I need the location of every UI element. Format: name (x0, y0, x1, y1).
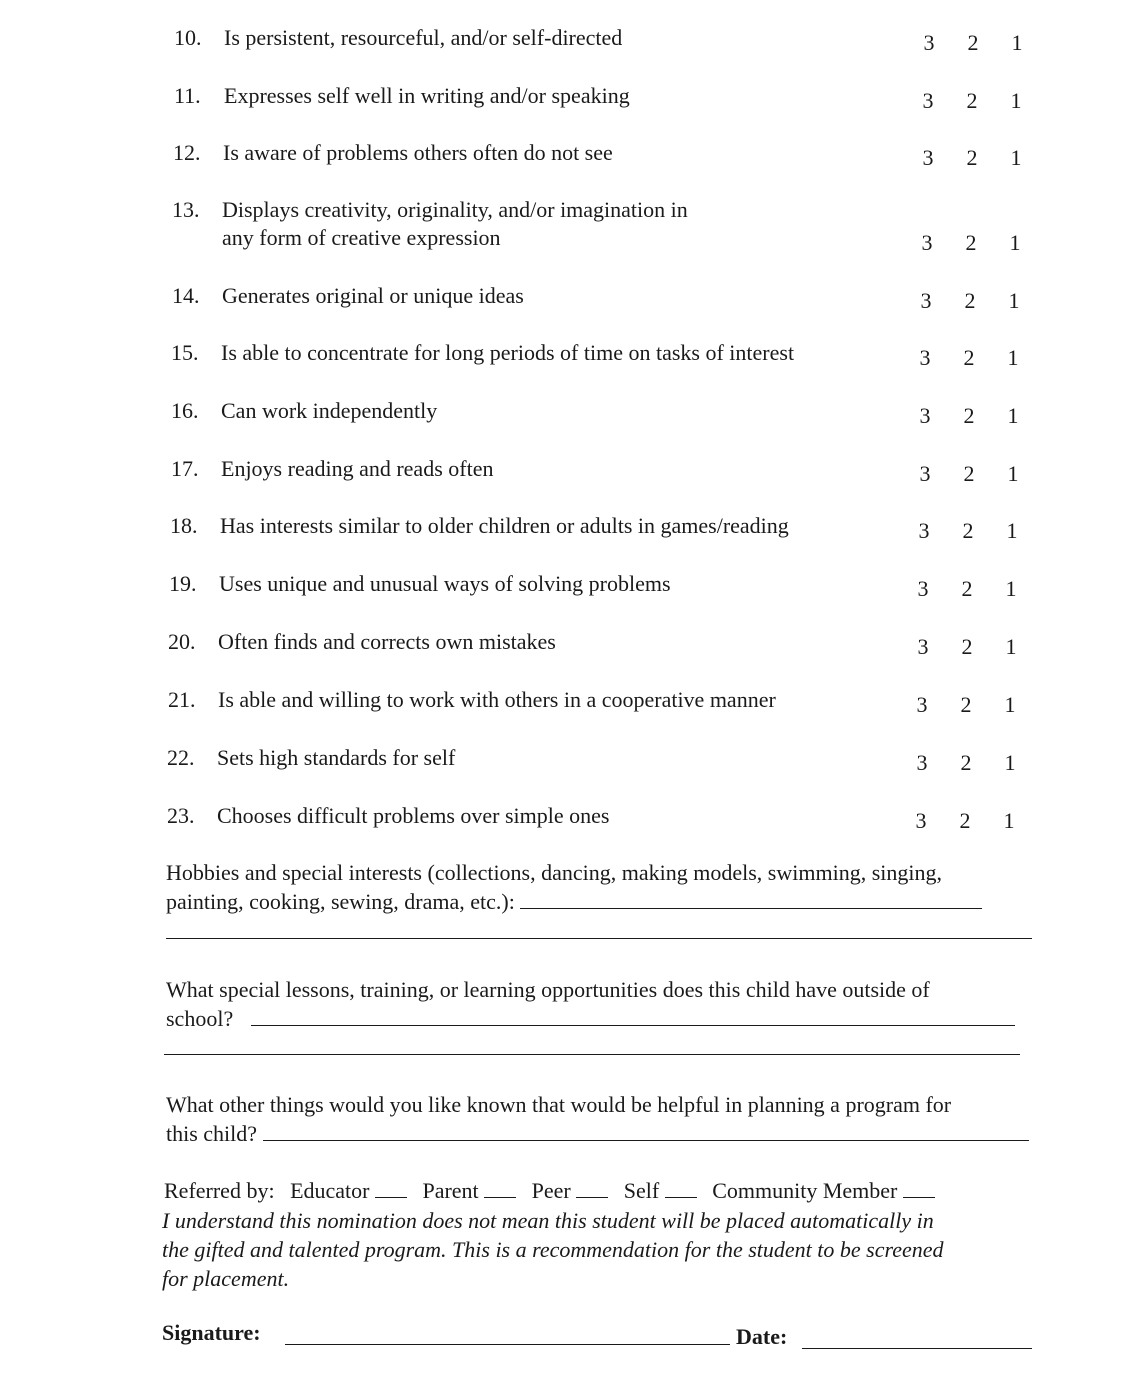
rating-option-3[interactable]: 3 (920, 288, 932, 313)
rating-item-text-line1: Is persistent, resourceful, and/or self-directed (224, 25, 623, 50)
rating-scale (913, 634, 1023, 662)
rating-item-text (224, 82, 904, 110)
rating-scale (912, 750, 1022, 778)
rating-scale (917, 230, 1027, 258)
rating-item-text (223, 139, 903, 167)
disclaimer-line3: for placement. (162, 1266, 290, 1291)
rating-item-text-line1: Is able to concentrate for long periods of time on tasks of interest (221, 340, 795, 365)
rating-item-number: 12. (173, 140, 201, 165)
rating-item-text-line1: Is able and willing to work with others in a cooperative manner (218, 687, 776, 712)
hobbies-question-line2 (166, 887, 1056, 916)
referral-parent-blank[interactable] (484, 1179, 516, 1198)
rating-item-text-line1: Expresses self well in writing and/or speaking (224, 83, 630, 108)
rating-option-2[interactable]: 2 (960, 692, 972, 717)
lessons-question-line1: What special lessons, training, or learning opportunities does this child have outside of (166, 977, 930, 1002)
rating-item-number: 13. (172, 197, 200, 222)
rating-item-text-line1: Can work independently (221, 398, 438, 423)
hobbies-answer-blank[interactable] (520, 890, 982, 909)
referral-self-blank[interactable] (665, 1179, 697, 1198)
rating-option-3[interactable]: 3 (923, 30, 935, 55)
other-info-question-line2 (166, 1119, 1056, 1148)
rating-option-3[interactable]: 3 (917, 634, 929, 659)
rating-option-2[interactable]: 2 (961, 576, 973, 601)
rating-option-1[interactable]: 1 (1004, 692, 1016, 717)
rating-item-text (222, 282, 902, 310)
rating-option-2[interactable]: 2 (962, 518, 974, 543)
rating-item-number: 16. (171, 398, 199, 423)
rating-item-text (219, 570, 899, 598)
rating-item-text-line1: Uses unique and unusual ways of solving problems (219, 571, 671, 596)
rating-item-text-line1: Often finds and corrects own mistakes (218, 629, 556, 654)
rating-item-text (221, 339, 901, 367)
rating-scale (914, 518, 1024, 546)
rating-option-1[interactable]: 1 (1007, 461, 1019, 486)
other-info-question (166, 1090, 1056, 1148)
rating-scale (913, 576, 1023, 604)
placement-disclaimer (162, 1206, 1062, 1293)
lessons-answer-line-2[interactable] (164, 1054, 1020, 1055)
rating-item-number: 10. (174, 25, 202, 50)
rating-item-text (222, 196, 902, 252)
rating-item-text (217, 802, 897, 830)
rating-item-text (218, 628, 898, 656)
rating-item-text-line1: Has interests similar to older children or adults in games/reading (220, 513, 789, 538)
rating-scale (918, 145, 1028, 173)
rating-option-2[interactable]: 2 (963, 345, 975, 370)
other-info-answer-blank[interactable] (263, 1122, 1029, 1141)
rating-item-text (218, 686, 898, 714)
signature-line[interactable] (285, 1344, 730, 1345)
rating-item-number: 11. (174, 83, 201, 108)
hobbies-answer-line-2[interactable] (166, 938, 1032, 939)
rating-item-text-line1: Displays creativity, originality, and/or imagination in (222, 197, 688, 222)
rating-option-3[interactable]: 3 (918, 518, 930, 543)
rating-scale (916, 288, 1026, 316)
rating-item-text-line1: Sets high standards for self (217, 745, 456, 770)
hobbies-question-line1: Hobbies and special interests (collections, dancing, making models, swimming, singing, (166, 860, 942, 885)
date-line[interactable] (802, 1348, 1032, 1349)
rating-option-1[interactable]: 1 (1010, 88, 1022, 113)
rating-item-number: 15. (171, 340, 199, 365)
signature-label: Signature: (162, 1320, 261, 1345)
rating-option-3[interactable]: 3 (916, 750, 928, 775)
other-info-question-line1: What other things would you like known that would be helpful in planning a program for (166, 1092, 952, 1117)
rating-option-2[interactable]: 2 (967, 30, 979, 55)
referral-community-blank[interactable] (903, 1179, 935, 1198)
rating-option-1[interactable]: 1 (1011, 30, 1023, 55)
rating-item-text (217, 744, 897, 772)
rating-option-2[interactable]: 2 (959, 808, 971, 833)
referral-option-self-label: Self (623, 1178, 660, 1203)
rating-scale (915, 461, 1025, 489)
rating-option-2[interactable]: 2 (964, 288, 976, 313)
rating-option-3[interactable]: 3 (919, 345, 931, 370)
rating-item-text-line1: Generates original or unique ideas (222, 283, 524, 308)
rating-option-3[interactable]: 3 (916, 692, 928, 717)
rating-option-1[interactable]: 1 (1003, 808, 1015, 833)
rating-option-3[interactable]: 3 (922, 88, 934, 113)
lessons-answer-blank[interactable] (251, 1007, 1015, 1026)
lessons-question-line2 (166, 1004, 1056, 1033)
rating-scale (915, 403, 1025, 431)
rating-option-2[interactable]: 2 (966, 145, 978, 170)
rating-item-text-line2: any form of creative expression (222, 225, 501, 250)
lessons-question (166, 975, 1056, 1033)
hobbies-question-line2-text: painting, cooking, sewing, drama, etc.): (166, 889, 515, 914)
rating-option-2[interactable]: 2 (963, 403, 975, 428)
rating-option-2[interactable]: 2 (961, 634, 973, 659)
rating-option-2[interactable]: 2 (963, 461, 975, 486)
disclaimer-line1: I understand this nomination does not mean this student will be placed automatically in (162, 1208, 934, 1233)
rating-option-3[interactable]: 3 (915, 808, 927, 833)
rating-scale (919, 30, 1029, 58)
referral-row (164, 1176, 1064, 1205)
rating-option-2[interactable]: 2 (965, 230, 977, 255)
rating-item-number: 23. (167, 803, 195, 828)
rating-option-3[interactable]: 3 (919, 403, 931, 428)
rating-item-number: 19. (169, 571, 197, 596)
rating-item-number: 18. (170, 513, 198, 538)
referral-option-peer-label: Peer (531, 1178, 571, 1203)
rating-option-1[interactable]: 1 (1008, 288, 1020, 313)
rating-item-number: 20. (168, 629, 196, 654)
rating-option-1[interactable]: 1 (1004, 750, 1016, 775)
rating-option-2[interactable]: 2 (960, 750, 972, 775)
rating-option-1[interactable]: 1 (1009, 230, 1021, 255)
rating-item-text (220, 512, 900, 540)
referral-option-community-label: Community Member (712, 1178, 898, 1203)
rating-option-1[interactable]: 1 (1010, 145, 1022, 170)
rating-option-3[interactable]: 3 (921, 230, 933, 255)
rating-option-3[interactable]: 3 (917, 576, 929, 601)
rating-item-number: 17. (171, 456, 199, 481)
rating-scale (912, 692, 1022, 720)
referral-label: Referred by: (164, 1178, 275, 1203)
referral-option-parent-label: Parent (422, 1178, 479, 1203)
rating-option-1[interactable]: 1 (1006, 518, 1018, 543)
lessons-question-line2-text: school? (166, 1006, 234, 1031)
hobbies-question (166, 858, 1056, 916)
rating-option-1[interactable]: 1 (1007, 345, 1019, 370)
disclaimer-line2: the gifted and talented program. This is a recommendation for the student to be screened (162, 1237, 944, 1262)
rating-scale (915, 345, 1025, 373)
referral-peer-blank[interactable] (576, 1179, 608, 1198)
rating-option-3[interactable]: 3 (919, 461, 931, 486)
rating-item-text (221, 397, 901, 425)
referral-educator-blank[interactable] (375, 1179, 407, 1198)
rating-option-1[interactable]: 1 (1005, 576, 1017, 601)
rating-item-text-line1: Is aware of problems others often do not see (223, 140, 613, 165)
other-info-question-line2-text: this child? (166, 1121, 258, 1146)
rating-item-text-line1: Chooses difficult problems over simple ones (217, 803, 610, 828)
rating-option-2[interactable]: 2 (966, 88, 978, 113)
rating-option-3[interactable]: 3 (922, 145, 934, 170)
rating-item-text-line1: Enjoys reading and reads often (221, 456, 494, 481)
rating-option-1[interactable]: 1 (1005, 634, 1017, 659)
referral-option-educator-label: Educator (290, 1178, 370, 1203)
rating-item-text (224, 24, 904, 52)
rating-item-number: 21. (168, 687, 196, 712)
rating-option-1[interactable]: 1 (1007, 403, 1019, 428)
rating-item-number: 14. (172, 283, 200, 308)
date-label: Date: (736, 1324, 788, 1349)
rating-scale (911, 808, 1021, 836)
rating-item-number: 22. (167, 745, 195, 770)
rating-scale (918, 88, 1028, 116)
rating-item-text (221, 455, 901, 483)
